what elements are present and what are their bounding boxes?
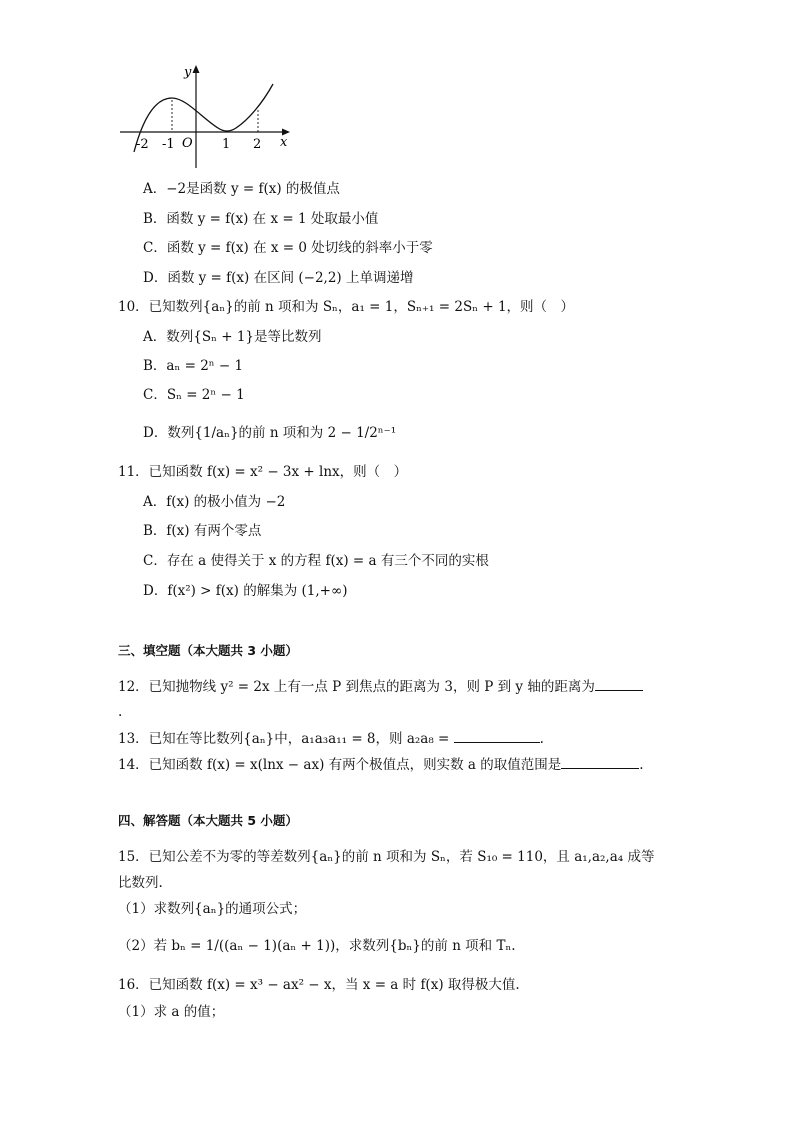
tick-label: 1 bbox=[222, 137, 231, 152]
origin-label: O bbox=[182, 136, 193, 151]
q13-end: . bbox=[539, 731, 544, 747]
tick-label: 2 bbox=[253, 137, 262, 152]
tick-label: -1 bbox=[162, 137, 175, 152]
x-axis-label: x bbox=[280, 135, 288, 150]
q15-part2: （2）若 bₙ = 1/((aₙ − 1)(aₙ + 1))，求数列{bₙ}的前 n 项和 Tₙ. bbox=[118, 938, 516, 954]
q14-answer-blank[interactable] bbox=[561, 755, 639, 769]
q16-stem: 16．已知函数 f(x) = x³ − ax² − x，当 x = a 时 f(x) 取得极大值. bbox=[118, 977, 520, 993]
q9-option-b: B．函数 y = f(x) 在 x = 1 处取最小值 bbox=[143, 211, 379, 227]
q14 bbox=[118, 755, 644, 774]
q9-option-a: A．−2是函数 y = f(x) 的极值点 bbox=[143, 181, 340, 197]
section4-heading: 四、解答题（本大题共 5 小题） bbox=[118, 813, 298, 828]
q14-text: 14．已知函数 f(x) = x(lnx − ax) 有两个极值点，则实数 a 的取值范围是 bbox=[118, 757, 562, 773]
q11-option-a: A．f(x) 的极小值为 −2 bbox=[143, 494, 286, 510]
q10-option-d: D．数列{1/aₙ}的前 n 项和为 2 − 1/2ⁿ⁻¹ bbox=[143, 425, 397, 441]
q15-line1: 15．已知公差不为零的等差数列{aₙ}的前 n 项和为 Sₙ，若 S₁₀ = 110，且 a₁,a₂,a₄ 成等 bbox=[118, 849, 655, 865]
q12-end: . bbox=[118, 704, 123, 720]
q15-line2: 比数列. bbox=[118, 875, 163, 891]
q13 bbox=[118, 729, 544, 748]
q13-answer-blank[interactable] bbox=[454, 729, 540, 743]
q11-stem: 11．已知函数 f(x) = x² − 3x + lnx，则（ ） bbox=[118, 464, 408, 480]
q12 bbox=[118, 677, 643, 696]
section3-heading: 三、填空题（本大题共 3 小题） bbox=[118, 643, 298, 658]
q12-answer-blank[interactable] bbox=[595, 677, 643, 691]
q11-option-b: B．f(x) 有两个零点 bbox=[143, 523, 262, 539]
tick-label: -2 bbox=[136, 137, 149, 152]
q10-option-c: C．Sₙ = 2ⁿ − 1 bbox=[143, 387, 245, 403]
q13-text: 13．已知在等比数列{aₙ}中，a₁a₃a₁₁ = 8，则 a₂a₈ = bbox=[118, 731, 450, 747]
q15-part1: （1）求数列{aₙ}的通项公式； bbox=[118, 901, 307, 917]
y-axis-label: y bbox=[184, 65, 192, 80]
q12-text: 12．已知抛物线 y² = 2x 上有一点 P 到焦点的距离为 3，则 P 到 y 轴的距离为 bbox=[118, 679, 595, 695]
q11-option-c: C．存在 a 使得关于 x 的方程 f(x) = a 有三个不同的实根 bbox=[143, 553, 489, 569]
q10-stem: 10．已知数列{aₙ}的前 n 项和为 Sₙ，a₁ = 1，Sₙ₊₁ = 2Sₙ + 1，则（ ） bbox=[118, 299, 575, 315]
y-axis-arrow bbox=[193, 65, 200, 73]
q16-part1: （1）求 a 的值； bbox=[118, 1004, 225, 1020]
q14-end: . bbox=[639, 757, 644, 773]
q11-option-d: D．f(x²) > f(x) 的解集为 (1,+∞) bbox=[143, 583, 348, 599]
q10-option-a: A．数列{Sₙ + 1}是等比数列 bbox=[143, 329, 322, 345]
q9-option-c: C．函数 y = f(x) 在 x = 0 处切线的斜率小于零 bbox=[143, 240, 433, 256]
function-graph bbox=[118, 60, 298, 170]
q10-option-b: B．aₙ = 2ⁿ − 1 bbox=[143, 358, 244, 374]
q9-option-d: D．函数 y = f(x) 在区间 (−2,2) 上单调递增 bbox=[143, 270, 414, 286]
